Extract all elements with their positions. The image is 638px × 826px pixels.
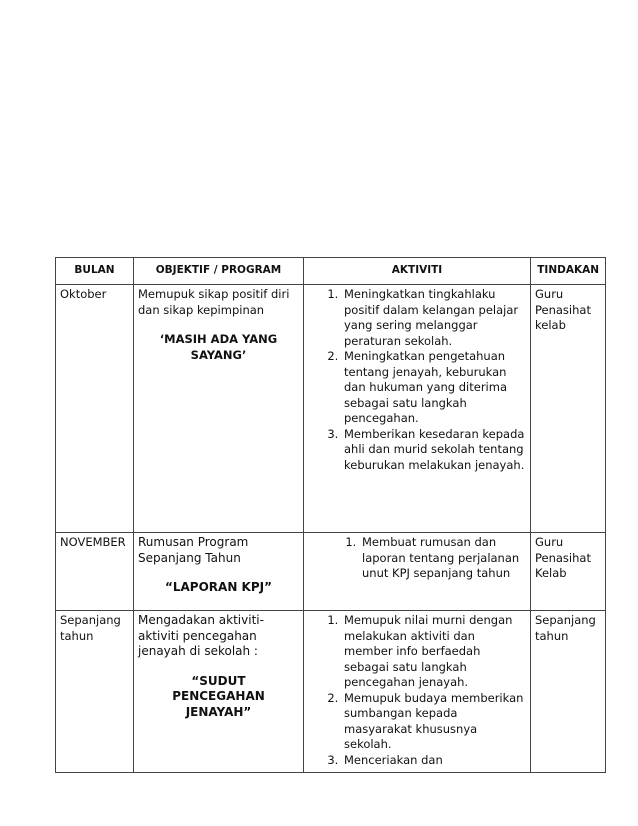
cell-tindakan: Sepanjang tahun — [531, 611, 606, 773]
program-name: “SUDUT PENCEGAHAN JENAYAH” — [172, 673, 265, 719]
program-table — [55, 257, 606, 773]
table-row — [56, 611, 606, 773]
list-item: 1. Meningkatkan tingkahlaku positif dalam kelangan pelajar yang sering melanggar peraturan sekolah. — [342, 287, 526, 349]
list-item: 2. Memupuk budaya memberikan sumbangan kepada masyarakat khususnya sekolah. — [342, 691, 526, 753]
header-bulan: BULAN — [56, 258, 134, 285]
aktiviti-list — [308, 287, 526, 473]
objektif-text: Mengadakan aktiviti-aktiviti pencegahan jenayah di sekolah : — [138, 613, 264, 658]
list-item: 1. Membuat rumusan dan laporan tentang perjalanan unut KPJ sepanjang tahun — [360, 535, 526, 582]
list-item: 2. Meningkatkan pengetahuan tentang jenayah, keburukan dan hukuman yang diterima sebagai satu langkah pencegahan. — [342, 349, 526, 427]
program-name: ‘MASIH ADA YANG SAYANG’ — [159, 332, 278, 362]
cell-objektif — [134, 533, 304, 611]
cell-tindakan: Guru Penasihat Kelab — [531, 533, 606, 611]
cell-aktiviti — [304, 285, 531, 533]
cell-tindakan: Guru Penasihat kelab — [531, 285, 606, 533]
cell-bulan: Oktober — [56, 285, 134, 533]
cell-bulan: NOVEMBER — [56, 533, 134, 611]
program-name: “LAPORAN KPJ” — [164, 580, 272, 594]
cell-aktiviti — [304, 611, 531, 773]
aktiviti-list — [308, 535, 526, 582]
cell-objektif — [134, 285, 304, 533]
objektif-text: Rumusan Program Sepanjang Tahun — [138, 535, 249, 565]
table-row — [56, 285, 606, 533]
cell-bulan: Sepanjang tahun — [56, 611, 134, 773]
table-row — [56, 533, 606, 611]
cell-aktiviti — [304, 533, 531, 611]
header-tindakan: TINDAKAN — [531, 258, 606, 285]
list-item: 3. Memberikan kesedaran kepada ahli dan murid sekolah tentang keburukan melakukan jenayah. — [342, 427, 526, 474]
cell-objektif — [134, 611, 304, 773]
header-objektif-program: OBJEKTIF / PROGRAM — [134, 258, 304, 285]
aktiviti-list — [308, 613, 526, 768]
objektif-text: Memupuk sikap positif diri dan sikap kepimpinan — [138, 287, 290, 317]
list-item: 1. Memupuk nilai murni dengan melakukan aktiviti dan member info berfaedah sebagai satu langkah pencegahan jenayah. — [342, 613, 526, 691]
header-aktiviti: AKTIVITI — [304, 258, 531, 285]
list-item: 3. Menceriakan dan — [342, 753, 526, 769]
header-row — [56, 258, 606, 285]
